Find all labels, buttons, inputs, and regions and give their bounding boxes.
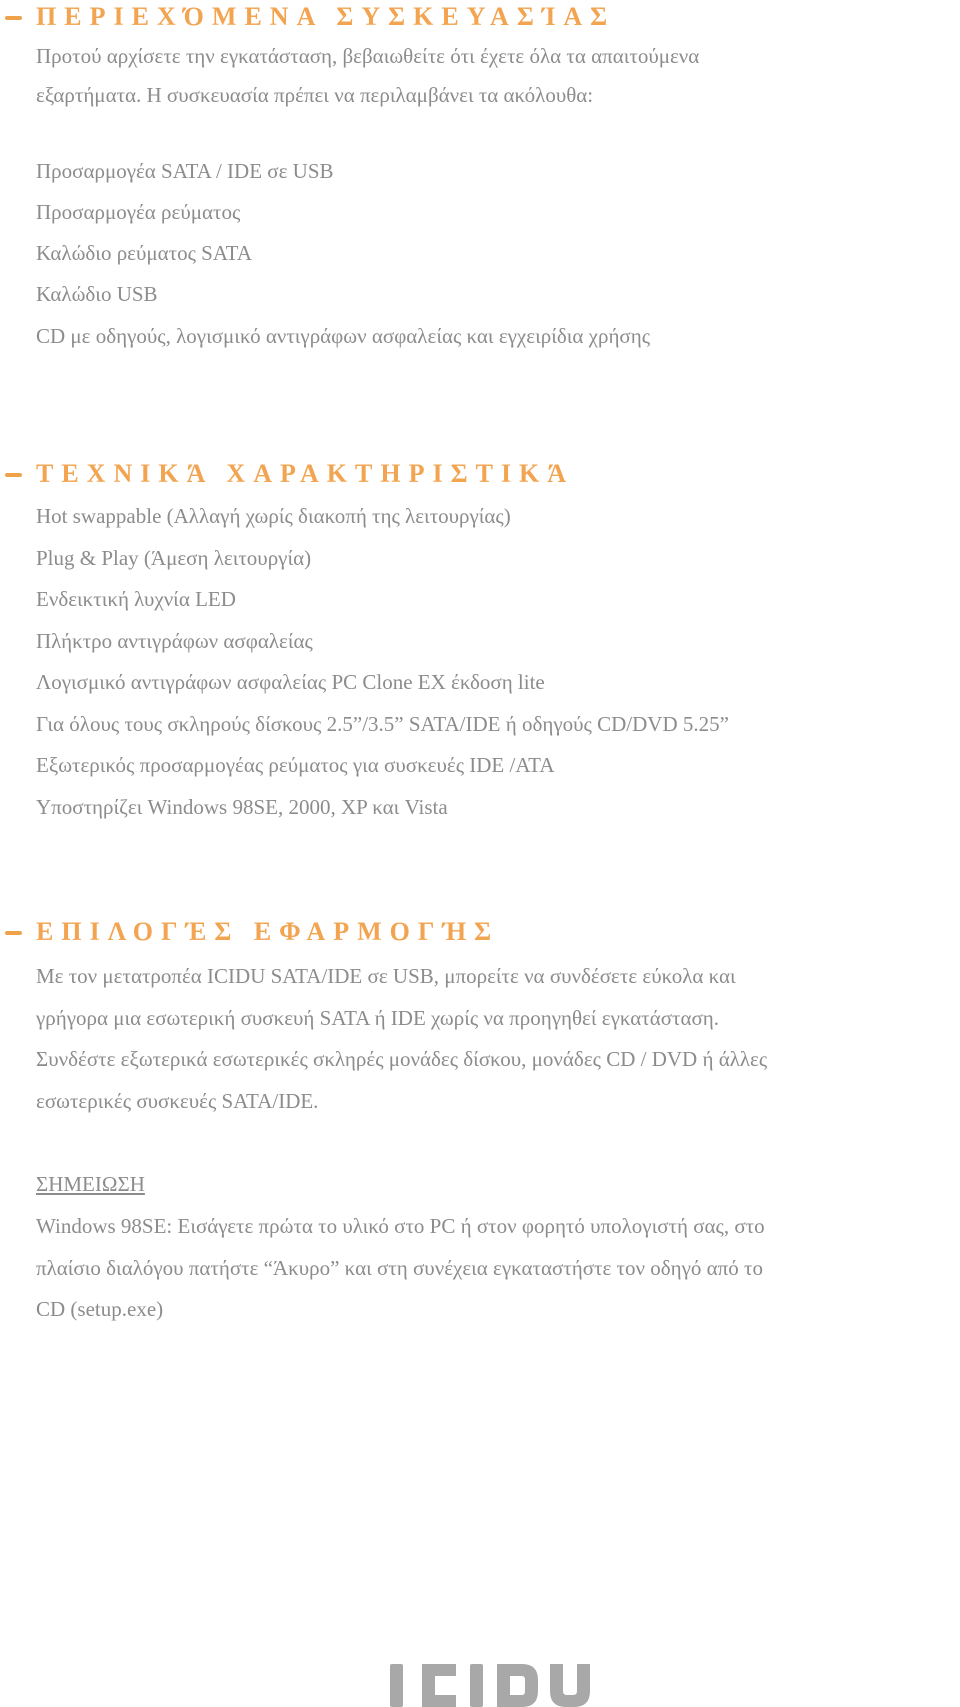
technical-features-section	[0, 457, 960, 491]
package-contents-header	[0, 0, 960, 34]
note-line: Windows 98SE: Εισάγετε πρώτα το υλικό στο PC ή στον φορητό υπολογιστή σας, στο	[36, 1214, 765, 1238]
section-title: ΤΕΧΝΙΚΆ ΧΑΡΑΚΤΗΡΙΣΤΙΚΆ	[36, 459, 575, 488]
list-item: Για όλους τους σκληρούς δίσκους 2.5”/3.5” SATA/IDE ή οδηγούς CD/DVD 5.25”	[36, 712, 729, 736]
note-line: CD (setup.exe)	[36, 1297, 164, 1321]
paragraph-line: γρήγορα μια εσωτερική συσκευή SATA ή IDE χωρίς να προηγηθεί εγκατάσταση.	[36, 1006, 720, 1030]
intro-text: εξαρτήματα. Η συσκευασία πρέπει να περιλαμβάνει τα ακόλουθα:	[36, 83, 594, 107]
list-item: Προσαρμογέα ρεύματος	[36, 200, 241, 224]
section-dash-icon	[5, 473, 22, 477]
list-item: Εξωτερικός προσαρμογέας ρεύματος για συσκευές IDE /ATA	[36, 753, 555, 777]
application-options-section	[0, 915, 960, 949]
list-item: Υποστηρίζει Windows 98SE, 2000, XP και Vista	[36, 795, 448, 819]
paragraph-line: εσωτερικές συσκευές SATA/IDE.	[36, 1089, 319, 1113]
intro-text: Προτού αρχίσετε την εγκατάσταση, βεβαιωθείτε ότι έχετε όλα τα απαιτούμενα	[36, 44, 700, 68]
section-dash-icon	[5, 16, 22, 20]
list-item: Hot swappable (Αλλαγή χωρίς διακοπή της λειτουργίας)	[36, 504, 511, 528]
icidu-logo	[390, 1664, 590, 1707]
package-contents-section	[0, 0, 960, 34]
list-item: Καλώδιο ρεύματος SATA	[36, 241, 252, 265]
list-item: CD με οδηγούς, λογισμικό αντιγράφων ασφαλείας και εγχειρίδια χρήσης	[36, 324, 651, 348]
note-heading: ΣΗΜΕΙΩΣΗ	[36, 1172, 145, 1196]
paragraph-line: Με τον μετατροπέα ICIDU SATA/IDE σε USB, μπορείτε να συνδέσετε εύκολα και	[36, 964, 736, 988]
technical-features-header	[0, 457, 960, 491]
list-item: Plug & Play (Άμεση λειτουργία)	[36, 546, 312, 570]
list-item: Πλήκτρο αντιγράφων ασφαλείας	[36, 629, 313, 653]
paragraph-line: Συνδέστε εξωτερικά εσωτερικές σκληρές μονάδες δίσκου, μονάδες CD / DVD ή άλλες	[36, 1047, 768, 1071]
list-item: Λογισμικό αντιγράφων ασφαλείας PC Clone EX έκδοση lite	[36, 670, 545, 694]
section-title: ΕΠΙΛΟΓΈΣ ΕΦΑΡΜΟΓΉΣ	[36, 917, 500, 946]
section-title: ΠΕΡΙΕΧΌΜΕΝΑ ΣΥΣΚΕΥΑΣΊΑΣ	[36, 2, 616, 31]
application-options-header	[0, 915, 960, 949]
note-line: πλαίσιο διαλόγου πατήστε “Άκυρο” και στη συνέχεια εγκαταστήστε τον οδηγό από το	[36, 1256, 763, 1280]
list-item: Καλώδιο USB	[36, 282, 158, 306]
list-item: Ενδεικτική λυχνία LED	[36, 587, 236, 611]
list-item: Προσαρμογέα SATA / IDE σε USB	[36, 159, 334, 183]
section-dash-icon	[5, 931, 22, 935]
